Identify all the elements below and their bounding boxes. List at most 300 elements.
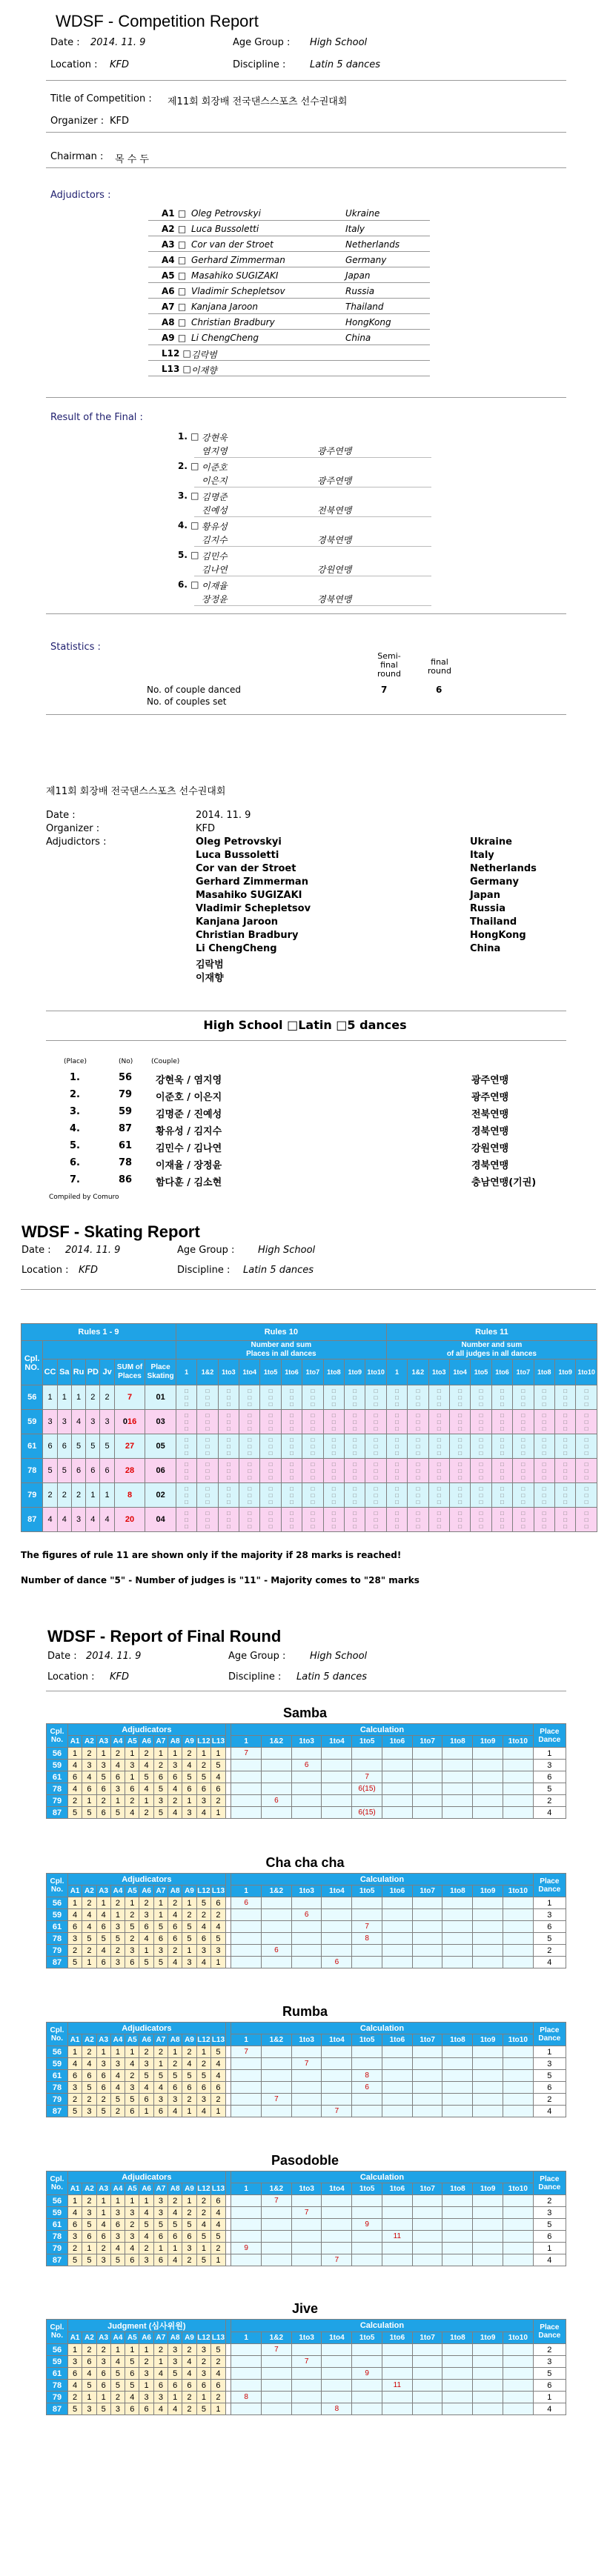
calc-cell bbox=[231, 2094, 262, 2106]
calc-column-header: 1to7 bbox=[412, 2332, 442, 2344]
calc-cell bbox=[261, 2219, 291, 2231]
semi-final-header: Semi- final round bbox=[377, 651, 401, 679]
judge-mark: 2 bbox=[96, 2243, 110, 2254]
calc-column-header: 1to9 bbox=[473, 2034, 503, 2046]
rule-cell: □ □ □ bbox=[386, 1434, 407, 1459]
judge-mark: 6 bbox=[182, 2231, 196, 2243]
calc-column-header: 1 bbox=[231, 2332, 262, 2344]
divider bbox=[46, 1040, 566, 1041]
judge-mark: 5 bbox=[211, 2231, 226, 2243]
judge-mark: 1 bbox=[196, 2243, 211, 2254]
skating-row bbox=[21, 1434, 597, 1459]
dance-row bbox=[47, 2356, 566, 2368]
dance-row bbox=[47, 2344, 566, 2356]
sum-of-places bbox=[114, 1483, 145, 1508]
dance-title: Samba bbox=[282, 1705, 328, 1720]
calc-cell bbox=[231, 1771, 262, 1783]
judge-column-header: A6 bbox=[139, 1886, 153, 1897]
rule-cell: □ □ □ bbox=[554, 1508, 575, 1532]
places-column-header: 1to7 bbox=[302, 1359, 323, 1385]
rule-cell: □ □ □ bbox=[176, 1434, 196, 1459]
result-club: 경북연맹 bbox=[317, 535, 352, 545]
calc-cell bbox=[442, 2082, 473, 2094]
sum-column-header: SUM of Places bbox=[114, 1359, 145, 1385]
calc-cell bbox=[352, 2392, 382, 2403]
rule-cell: □ □ □ bbox=[197, 1459, 218, 1483]
judge-mark: 6 bbox=[182, 2082, 196, 2094]
adjudicator-name: Kanjana Jaroon bbox=[191, 302, 258, 312]
judge-mark: 3 bbox=[82, 2403, 96, 2415]
summary-adjudicator-name: Li ChengCheng bbox=[196, 943, 277, 954]
judge-mark: 4 bbox=[67, 2207, 82, 2219]
rule-cell: □ □ □ bbox=[491, 1410, 512, 1434]
rule-cell: □ □ □ bbox=[471, 1410, 491, 1434]
judge-mark: 2 bbox=[110, 2106, 125, 2117]
calc-cell bbox=[412, 2243, 442, 2254]
judge-mark: 1 bbox=[168, 2392, 182, 2403]
calc-cell bbox=[382, 2254, 412, 2266]
judge-mark: 4 bbox=[82, 1909, 96, 1921]
calc-cell bbox=[503, 1760, 533, 1771]
calc-cell bbox=[322, 2392, 352, 2403]
summary-adjudicator-name: Cor van der Stroet bbox=[196, 863, 296, 874]
calc-cell bbox=[231, 1807, 262, 1819]
dance-row bbox=[47, 2392, 566, 2403]
calc-cell bbox=[352, 1909, 382, 1921]
judge-mark: 5 bbox=[67, 1957, 82, 1968]
calc-cell: 11 bbox=[382, 2380, 412, 2392]
judge-mark: 4 bbox=[153, 2403, 168, 2415]
judge-mark: 6 bbox=[182, 2380, 196, 2392]
divider bbox=[46, 714, 566, 715]
calc-column-header: 1to8 bbox=[442, 2332, 473, 2344]
summary-adjudicator-name: Masahiko SUGIZAKI bbox=[196, 890, 302, 901]
calc-column-header: 1&2 bbox=[261, 2332, 291, 2344]
calc-cell: 6 bbox=[291, 1760, 322, 1771]
calc-cell bbox=[231, 2106, 262, 2117]
calc-cell bbox=[473, 2106, 503, 2117]
dance-table bbox=[46, 2171, 566, 2266]
result-place: 6. □ bbox=[178, 579, 199, 590]
calc-cell: 7 bbox=[352, 1771, 382, 1783]
adjudicator-code: A4 □ bbox=[162, 255, 187, 265]
result-partner-b: 진예성 bbox=[202, 505, 228, 516]
result-place: 2. □ bbox=[178, 461, 199, 471]
calc-cell bbox=[231, 1921, 262, 1933]
calc-cell: 7 bbox=[261, 2344, 291, 2356]
calc-cell bbox=[503, 1783, 533, 1795]
calc-cell bbox=[473, 2368, 503, 2380]
judge-mark: 1 bbox=[125, 1748, 139, 1760]
rule-cell: □ □ □ bbox=[386, 1508, 407, 1532]
rule-cell: □ □ □ bbox=[260, 1434, 281, 1459]
couples-danced-label: No. of couple danced bbox=[147, 685, 241, 695]
judge-mark: 2 bbox=[82, 1897, 96, 1909]
divider bbox=[46, 167, 566, 168]
judge-mark: 4 bbox=[168, 2106, 182, 2117]
calc-cell bbox=[412, 1957, 442, 1968]
calc-cell: 8 bbox=[231, 2392, 262, 2403]
couple-number: 56 bbox=[47, 2344, 68, 2356]
judge-column-header: A9 bbox=[182, 2332, 196, 2344]
calc-cell bbox=[352, 1957, 382, 1968]
calc-cell bbox=[503, 2243, 533, 2254]
rule-cell: □ □ □ bbox=[554, 1410, 575, 1434]
dance-place: 3 bbox=[533, 1760, 566, 1771]
sum-of-places bbox=[114, 1410, 145, 1434]
judge-column-header: A6 bbox=[139, 2183, 153, 2195]
adjudicators-header: Adjudicators bbox=[67, 1724, 225, 1736]
rule-cell: □ □ □ bbox=[365, 1459, 386, 1483]
rule-cell: □ □ □ bbox=[576, 1434, 597, 1459]
judge-mark: 3 bbox=[110, 2207, 125, 2219]
calc-cell bbox=[291, 2094, 322, 2106]
rule-cell: □ □ □ bbox=[239, 1508, 260, 1532]
calc-cell bbox=[352, 2243, 382, 2254]
rule-cell: □ □ □ bbox=[239, 1385, 260, 1410]
calc-cell bbox=[442, 1945, 473, 1957]
calc-cell bbox=[291, 2368, 322, 2380]
dance-place: 5 bbox=[86, 1434, 100, 1459]
adjudicator-code: L12 □ bbox=[162, 348, 191, 359]
summary-adjudicator-name: Christian Bradbury bbox=[196, 930, 299, 941]
dance-row bbox=[47, 1748, 566, 1760]
dance-row bbox=[47, 1897, 566, 1909]
calc-cell bbox=[442, 2254, 473, 2266]
calc-column-header: 1to6 bbox=[382, 2183, 412, 2195]
calc-cell bbox=[503, 2219, 533, 2231]
places-column-header: 1to9 bbox=[345, 1359, 365, 1385]
dance-place: 1 bbox=[43, 1385, 57, 1410]
calc-cell: 9 bbox=[231, 2243, 262, 2254]
calc-cell bbox=[322, 1795, 352, 1807]
adjudicator-name: Luca Bussoletti bbox=[191, 224, 259, 234]
calc-cell: 11 bbox=[382, 2231, 412, 2243]
judge-mark: 2 bbox=[139, 2046, 153, 2058]
calc-cell: 7 bbox=[261, 2094, 291, 2106]
judge-mark: 2 bbox=[82, 2046, 96, 2058]
judge-mark: 4 bbox=[182, 2368, 196, 2380]
calc-cell bbox=[291, 1933, 322, 1945]
judge-mark: 3 bbox=[182, 1807, 196, 1819]
rule-cell: □ □ □ bbox=[365, 1385, 386, 1410]
judge-mark: 2 bbox=[125, 1909, 139, 1921]
calc-cell: 6 bbox=[261, 1795, 291, 1807]
judge-mark: 4 bbox=[182, 2058, 196, 2070]
summary-club: 경북연맹 bbox=[471, 1126, 509, 1137]
calc-cell bbox=[382, 1957, 412, 1968]
summary-club: 충남연맹(기권) bbox=[471, 1177, 537, 1188]
summary-adjudicator-country: Germany bbox=[470, 876, 519, 888]
couple-header: (Couple) bbox=[151, 1058, 180, 1065]
calc-cell bbox=[261, 1909, 291, 1921]
couple-number: 79 bbox=[21, 1483, 43, 1508]
calc-column-header: 1to7 bbox=[412, 1736, 442, 1748]
rule-cell: □ □ □ bbox=[323, 1459, 344, 1483]
calc-cell bbox=[261, 1783, 291, 1795]
judge-mark: 3 bbox=[153, 1945, 168, 1957]
calc-cell bbox=[322, 1909, 352, 1921]
summary-place: 1. bbox=[70, 1072, 80, 1083]
calc-cell bbox=[473, 1945, 503, 1957]
judge-mark: 4 bbox=[67, 1909, 82, 1921]
calc-cell bbox=[503, 2082, 533, 2094]
couples-set-label: No. of couples set bbox=[147, 696, 227, 707]
adjudicator-country: Russia bbox=[345, 286, 375, 296]
judge-mark: 6 bbox=[96, 2380, 110, 2392]
calc-cell bbox=[382, 2106, 412, 2117]
report-title: WDSF - Competition Report bbox=[56, 12, 259, 30]
calc-column-header: 1to6 bbox=[382, 2034, 412, 2046]
dance-place: 3 bbox=[533, 2207, 566, 2219]
calc-cell bbox=[291, 1748, 322, 1760]
rule-cell: □ □ □ bbox=[449, 1483, 470, 1508]
dance-row bbox=[47, 1795, 566, 1807]
calc-cell bbox=[412, 1933, 442, 1945]
rule-cell: □ □ □ bbox=[408, 1385, 428, 1410]
rule-cell: □ □ □ bbox=[428, 1483, 449, 1508]
judge-column-header: A5 bbox=[125, 1736, 139, 1748]
places-column-header: 1&2 bbox=[408, 1359, 428, 1385]
calc-cell bbox=[442, 2058, 473, 2070]
calc-cell bbox=[473, 2392, 503, 2403]
skating-age-label: Age Group : bbox=[177, 1245, 235, 1256]
calc-cell bbox=[473, 1783, 503, 1795]
calc-cell bbox=[352, 2106, 382, 2117]
calc-cell bbox=[442, 2195, 473, 2207]
adjudicator-name: Cor van der Stroet bbox=[191, 239, 273, 250]
age-label: Age Group : bbox=[233, 37, 291, 48]
dance-table bbox=[46, 2319, 566, 2415]
calc-cell bbox=[352, 1945, 382, 1957]
dance-column-header: CC bbox=[43, 1359, 57, 1385]
places-column-header: 1to3 bbox=[428, 1359, 449, 1385]
calc-cell bbox=[322, 2082, 352, 2094]
judge-mark: 4 bbox=[196, 1807, 211, 1819]
calc-cell bbox=[412, 2368, 442, 2380]
calc-cell bbox=[231, 2368, 262, 2380]
judge-mark: 2 bbox=[82, 2094, 96, 2106]
calc-cell bbox=[291, 1771, 322, 1783]
summary-adjudicator-country: Netherlands bbox=[470, 863, 537, 874]
judge-mark: 2 bbox=[139, 1897, 153, 1909]
calc-cell bbox=[322, 2094, 352, 2106]
rule-cell: □ □ □ bbox=[576, 1410, 597, 1434]
rule-cell: □ □ □ bbox=[281, 1459, 302, 1483]
dance-place: 3 bbox=[43, 1410, 57, 1434]
sum-value: 27 bbox=[125, 1442, 135, 1451]
calc-cell bbox=[231, 2058, 262, 2070]
calc-cell bbox=[261, 2380, 291, 2392]
judge-mark: 6 bbox=[125, 2368, 139, 2380]
calc-cell bbox=[322, 1897, 352, 1909]
adjudicators-header: Adjudicators bbox=[67, 1874, 225, 1886]
judge-mark: 3 bbox=[96, 2058, 110, 2070]
calc-cell bbox=[261, 1921, 291, 1933]
calc-column-header: 1to9 bbox=[473, 1736, 503, 1748]
judge-mark: 4 bbox=[110, 2243, 125, 2254]
judge-mark: 1 bbox=[82, 1957, 96, 1968]
judge-column-header: A1 bbox=[67, 2034, 82, 2046]
judge-column-header: A9 bbox=[182, 2183, 196, 2195]
rule-cell: □ □ □ bbox=[197, 1385, 218, 1410]
judge-mark: 1 bbox=[196, 2046, 211, 2058]
judge-mark: 1 bbox=[96, 2207, 110, 2219]
rule-cell: □ □ □ bbox=[323, 1483, 344, 1508]
couple-number: 61 bbox=[47, 2368, 68, 2380]
judge-column-header: A1 bbox=[67, 2332, 82, 2344]
dance-place: 4 bbox=[43, 1508, 57, 1532]
judge-mark: 5 bbox=[139, 1771, 153, 1783]
calc-cell bbox=[412, 2106, 442, 2117]
calc-cell bbox=[322, 2356, 352, 2368]
rules-11-subheader: Number and sum of all judges in all dances bbox=[386, 1341, 597, 1359]
calc-cell bbox=[503, 2380, 533, 2392]
dance-row bbox=[47, 2243, 566, 2254]
dance-row bbox=[47, 1921, 566, 1933]
final-location: KFD bbox=[110, 1671, 130, 1683]
judge-column-header: A3 bbox=[96, 1736, 110, 1748]
judge-column-header: A8 bbox=[168, 1736, 182, 1748]
summary-number: 87 bbox=[119, 1123, 133, 1134]
location-value: KFD bbox=[110, 59, 130, 70]
places-column-header: 1to9 bbox=[554, 1359, 575, 1385]
divider bbox=[21, 1289, 596, 1290]
calc-cell bbox=[503, 1771, 533, 1783]
judge-mark: 3 bbox=[96, 2254, 110, 2266]
judge-mark: 4 bbox=[211, 1771, 226, 1783]
judge-mark: 1 bbox=[168, 2243, 182, 2254]
judge-mark: 2 bbox=[182, 1909, 196, 1921]
rule-cell: □ □ □ bbox=[576, 1385, 597, 1410]
calc-cell bbox=[473, 1933, 503, 1945]
calc-cell bbox=[503, 1807, 533, 1819]
judge-mark: 5 bbox=[182, 1933, 196, 1945]
calc-cell bbox=[473, 1897, 503, 1909]
calc-cell bbox=[231, 2070, 262, 2082]
final-discipline-label: Discipline : bbox=[228, 1671, 282, 1683]
judge-mark: 3 bbox=[82, 2207, 96, 2219]
calc-cell bbox=[442, 2207, 473, 2219]
calc-cell bbox=[442, 1957, 473, 1968]
couple-number: 56 bbox=[21, 1385, 43, 1410]
calc-cell bbox=[291, 1921, 322, 1933]
judge-mark: 6 bbox=[110, 1771, 125, 1783]
rule-cell: □ □ □ bbox=[365, 1434, 386, 1459]
calc-cell bbox=[231, 1933, 262, 1945]
judge-mark: 5 bbox=[196, 2403, 211, 2415]
judge-mark: 1 bbox=[67, 1748, 82, 1760]
judge-mark: 4 bbox=[125, 1807, 139, 1819]
calc-column-header: 1 bbox=[231, 1736, 262, 1748]
rule-cell: □ □ □ bbox=[176, 1410, 196, 1434]
calc-cell bbox=[231, 2082, 262, 2094]
judge-mark: 4 bbox=[168, 1783, 182, 1795]
calc-column-header: 1to7 bbox=[412, 2034, 442, 2046]
skating-date-label: Date : bbox=[21, 1245, 51, 1256]
judge-mark: 6 bbox=[125, 2254, 139, 2266]
couple-number: 56 bbox=[47, 2195, 68, 2207]
judge-mark: 2 bbox=[96, 1795, 110, 1807]
judge-mark: 2 bbox=[196, 1760, 211, 1771]
judge-mark: 3 bbox=[139, 2058, 153, 2070]
calc-cell bbox=[442, 1771, 473, 1783]
organizer-label: Organizer : bbox=[50, 116, 105, 127]
place-dance-header: Place Dance bbox=[533, 1724, 566, 1748]
dance-place: 2 bbox=[533, 2344, 566, 2356]
summary-adjudicator-name: Vladimir Schepletsov bbox=[196, 903, 311, 914]
judge-column-header: A9 bbox=[182, 2034, 196, 2046]
dance-place: 4 bbox=[86, 1508, 100, 1532]
summary-adjudicator-country: Russia bbox=[470, 903, 505, 914]
judge-mark: 2 bbox=[182, 2392, 196, 2403]
couple-number: 87 bbox=[47, 1957, 68, 1968]
rule-cell: □ □ □ bbox=[197, 1508, 218, 1532]
rule-cell: □ □ □ bbox=[554, 1459, 575, 1483]
calc-cell bbox=[231, 1760, 262, 1771]
judge-mark: 5 bbox=[168, 2219, 182, 2231]
judge-mark: 1 bbox=[182, 2195, 196, 2207]
summary-number: 79 bbox=[119, 1089, 133, 1100]
rule-cell: □ □ □ bbox=[345, 1483, 365, 1508]
skating-row bbox=[21, 1508, 597, 1532]
calc-cell bbox=[412, 2058, 442, 2070]
place-skating: 06 bbox=[145, 1459, 176, 1483]
statistics-label: Statistics : bbox=[50, 642, 101, 653]
couple-number: 59 bbox=[47, 2356, 68, 2368]
result-partner-b: 염지영 bbox=[202, 446, 228, 456]
judge-mark: 6 bbox=[196, 2380, 211, 2392]
judge-column-header: A8 bbox=[168, 2034, 182, 2046]
judge-mark: 2 bbox=[182, 2403, 196, 2415]
result-divider bbox=[194, 457, 431, 458]
dance-place: 6 bbox=[43, 1434, 57, 1459]
calc-column-header: 1to8 bbox=[442, 2183, 473, 2195]
adjudicator-code: A3 □ bbox=[162, 239, 187, 250]
cpl-header: Cpl. No. bbox=[47, 2320, 68, 2344]
dance-row bbox=[47, 2058, 566, 2070]
judge-column-header: A5 bbox=[125, 1886, 139, 1897]
calc-cell bbox=[503, 1748, 533, 1760]
sum-of-places bbox=[114, 1508, 145, 1532]
judge-mark: 2 bbox=[125, 2070, 139, 2082]
judge-mark: 3 bbox=[110, 1783, 125, 1795]
calc-cell bbox=[473, 2344, 503, 2356]
calc-cell bbox=[442, 1921, 473, 1933]
judge-mark: 3 bbox=[168, 2356, 182, 2368]
summary-place: 2. bbox=[70, 1089, 80, 1100]
couple-number: 87 bbox=[47, 2403, 68, 2415]
judge-mark: 2 bbox=[211, 2356, 226, 2368]
rule-cell: □ □ □ bbox=[534, 1410, 554, 1434]
place-dance-header: Place Dance bbox=[533, 2320, 566, 2344]
calc-column-header: 1to3 bbox=[291, 1736, 322, 1748]
judge-mark: 1 bbox=[182, 1945, 196, 1957]
dance-row bbox=[47, 2046, 566, 2058]
rule-cell: □ □ □ bbox=[428, 1385, 449, 1410]
calc-cell bbox=[442, 2231, 473, 2243]
judge-mark: 6 bbox=[96, 2231, 110, 2243]
calc-cell bbox=[261, 2254, 291, 2266]
judge-mark: 6 bbox=[196, 2082, 211, 2094]
calculation-header: Calculation bbox=[231, 2023, 534, 2034]
dance-place: 6 bbox=[100, 1459, 114, 1483]
calculation-header: Calculation bbox=[231, 2320, 534, 2332]
judge-mark: 2 bbox=[125, 1933, 139, 1945]
calc-cell bbox=[473, 2380, 503, 2392]
judge-mark: 2 bbox=[196, 2058, 211, 2070]
dance-place: 3 bbox=[86, 1410, 100, 1434]
